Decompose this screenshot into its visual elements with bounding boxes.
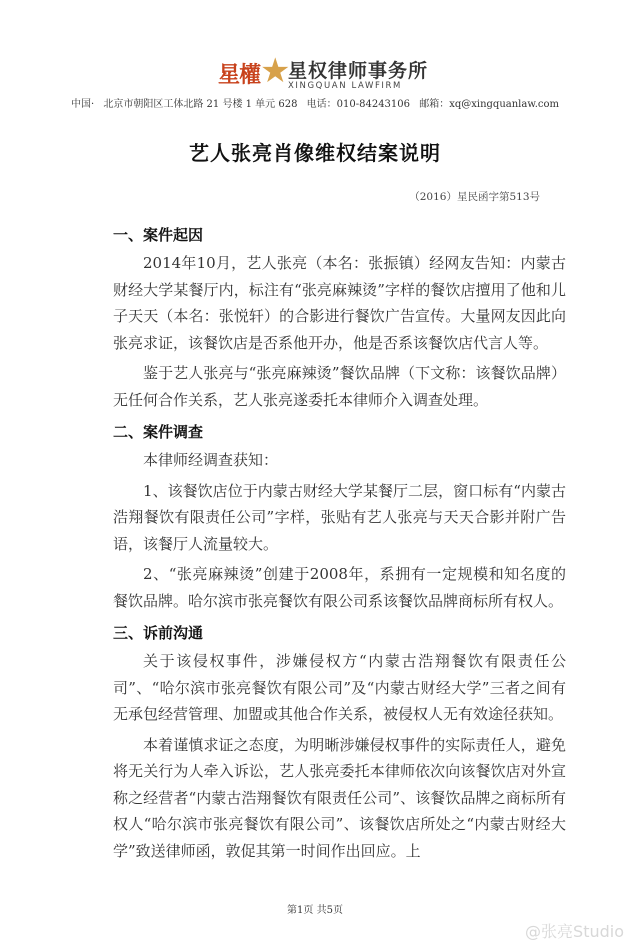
logo-mark: 星權	[218, 63, 261, 88]
section-heading: 二、案件调查	[113, 423, 204, 441]
section-heading: 一、案件起因	[113, 226, 204, 244]
firm-name-en: XINGQUAN LAWFIRM	[288, 81, 402, 91]
email: 邮箱：xq@xingquanlaw.com	[419, 99, 559, 110]
phone: 电话：010-84243106	[306, 99, 411, 110]
letterhead-contact	[10, 98, 620, 112]
paragraph: 1、该餐饮店位于内蒙古财经大学某餐厅二层，窗口标有“内蒙古浩翔餐饮有限责任公司”字样，张贴有艺人张亮与天天合影并附广告语，该餐厅人流量较大。	[113, 481, 566, 553]
firm-name-cn: 星权律师事务所	[288, 60, 429, 82]
watermark: @张亮Studio	[525, 922, 624, 941]
star-icon: ★	[260, 51, 291, 91]
reference-number: （2016）星民函字第513号	[409, 191, 540, 203]
paragraph: 本律师经调查获知：	[143, 451, 279, 469]
document-title: 艺人张亮肖像维权结案说明	[189, 141, 441, 165]
paragraph: 2014年10月，艺人张亮（本名：张振镇）经网友告知：内蒙古财经大学某餐厅内，标注有“张亮麻辣烫”字样的餐饮店擅用了他和儿子天天（本名：张悦轩）的合影进行餐饮广告宣传。大量网友因此向张亮求证，该餐饮店是否系他开办，他是否系该餐饮店代言人等。	[113, 254, 566, 352]
section-heading: 三、诉前沟通	[113, 624, 204, 642]
paragraph: 鉴于艺人张亮与“张亮麻辣烫”餐饮品牌（下文称：该餐饮品牌）无任何合作关系，艺人张亮遂委托本律师介入调查处理。	[113, 364, 566, 409]
firm-logo	[218, 52, 438, 98]
page-number: 第1页 共5页	[287, 905, 343, 916]
country: 中国·	[71, 99, 95, 110]
paragraph: 关于该侵权事件，涉嫌侵权方“内蒙古浩翔餐饮有限责任公司”、“哈尔滨市张亮餐饮有限公司”及“内蒙古财经大学”三者之间有无承包经营管理、加盟或其他合作关系，被侵权人无有效途径获知。	[113, 652, 566, 723]
document-body	[113, 224, 566, 864]
address: 北京市朝阳区工体北路 21 号楼 1 单元 628	[103, 99, 298, 110]
paragraph: 2、“张亮麻辣烫”创建于2008年，系拥有一定规模和知名度的餐饮品牌。哈尔滨市张亮餐饮有限公司系该餐饮品牌商标所有权人。	[113, 565, 566, 610]
paragraph: 本着谨慎求证之态度，为明晰涉嫌侵权事件的实际责任人，避免将无关行为人牵入诉讼，艺人张亮委托本律师依次向该餐饮店对外宣称之经营者“内蒙古浩翔餐饮有限责任公司”、该餐饮品牌之商标所有权人“哈尔滨市张亮餐饮有限公司”、该餐饮店所处之“内蒙古财经大学”致送律师函，敦促其第一时间作出回应。上	[113, 735, 566, 860]
